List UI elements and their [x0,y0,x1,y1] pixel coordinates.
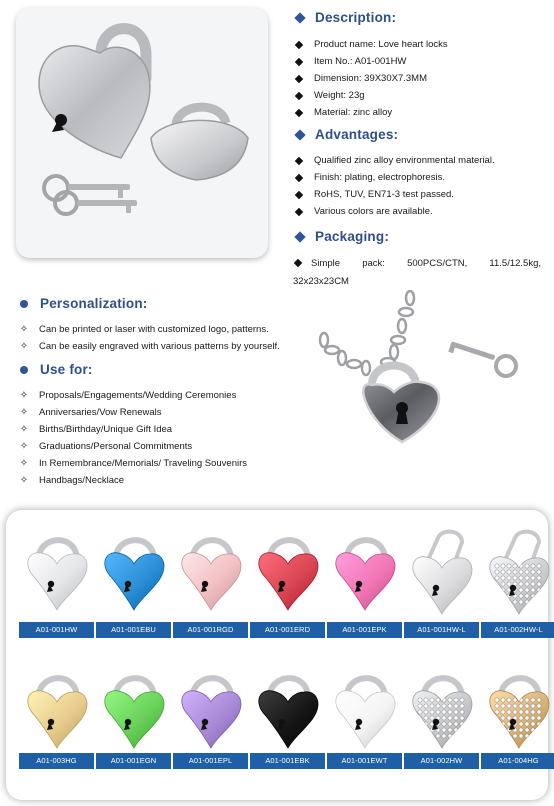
list-item: ✧ Anniversaries/Vow Renewals [19,407,162,418]
heart-lock-image [327,656,402,756]
heart-lock-image [173,656,248,756]
four-point-star-icon: ✧ [19,390,29,401]
list-item: Item No.: A01-001HW [294,53,448,70]
product-card [19,656,94,765]
description-list [294,36,448,121]
diamond-bullet-icon [295,57,303,65]
heart-lock-image [481,656,554,756]
use-for-list [18,387,247,489]
product-code-label: A01-001EGN [96,753,171,769]
product-code-label: A01-004HG [481,753,554,769]
product-code-label: A01-001RGD [173,622,248,638]
four-point-star-icon: ✧ [19,424,29,435]
heart-lock-image [404,656,479,756]
diamond-bullet-icon [295,173,303,181]
diamond-bullet-icon [294,259,302,267]
heart-lock-image [96,518,171,618]
product-code-label: A01-002HW-L [481,622,554,638]
list-item: ✧ Births/Birthday/Unique Gift Idea [19,424,173,435]
diamond-icon [294,12,305,23]
advantages-list [294,152,495,220]
heart-lock-image [250,656,325,756]
product-code-label: A01-001HW [19,622,94,638]
hero-product-photo [16,8,268,258]
product-card [250,518,325,634]
heart-lock-image [327,518,402,618]
list-item: ✧ Handbags/Necklace [19,475,125,486]
four-point-star-icon: ✧ [19,475,29,486]
four-point-star-icon: ✧ [19,324,29,335]
chain-lock-photo [302,290,538,460]
list-item: Various colors are available. [294,203,495,220]
heart-lock-image [404,518,479,618]
heart-lock-photo [16,8,268,258]
product-card [173,656,248,765]
product-card [96,656,171,765]
product-code-label: A01-001EPK [327,622,402,638]
diamond-bullet-icon [295,108,303,116]
product-code-label: A01-001HW-L [404,622,479,638]
product-card [173,518,248,634]
diamond-icon [294,231,305,242]
packaging-heading: Packaging: [294,229,389,244]
list-item: ✧ Proposals/Engagements/Wedding Ceremonies [19,390,237,401]
heart-lock-image [19,656,94,756]
heart-lock-image [19,518,94,618]
product-card [404,656,479,765]
product-card [19,518,94,634]
product-card [250,656,325,765]
use-for-heading: Use for: [20,362,93,377]
dot-icon [20,366,28,374]
four-point-star-icon: ✧ [19,441,29,452]
product-catalog [6,510,548,800]
product-code-label: A01-001EBU [96,622,171,638]
list-item: ✧ Can be easily engraved with various patterns by yourself. [19,341,280,352]
list-item: Material: zinc alloy [294,104,448,121]
product-code-label: A01-002HW [404,753,479,769]
product-code-label: A01-003HG [19,753,94,769]
personalization-heading: Personalization: [20,296,147,311]
list-item: Finish: plating, electrophoresis. [294,169,495,186]
catalog-row-1 [19,518,554,634]
list-item: Product name: Love heart locks [294,36,448,53]
diamond-bullet-icon [295,207,303,215]
product-card [327,656,402,765]
list-item: Dimension: 39X30X7.3MM [294,70,448,87]
heart-lock-image [96,656,171,756]
dot-icon [20,300,28,308]
list-item: ✧ Graduations/Personal Commitments [19,441,193,452]
four-point-star-icon: ✧ [19,458,29,469]
product-card [404,518,479,634]
key [448,341,516,376]
four-point-star-icon: ✧ [19,407,29,418]
product-card [481,518,554,634]
heart-lock-image [173,518,248,618]
product-code-label: A01-001EPL [173,753,248,769]
product-code-label: A01-001EWT [327,753,402,769]
diamond-bullet-icon [295,190,303,198]
catalog-row-2 [19,656,554,765]
list-item: ✧ Can be printed or laser with customized logo, patterns. [19,324,269,335]
four-point-star-icon: ✧ [19,341,29,352]
packaging-text: Simple pack: 500PCS/CTN, 11.5/12.5kg, 32x23x23CM [293,258,541,287]
diamond-icon [294,129,305,140]
list-item: Qualified zinc alloy environmental material. [294,152,495,169]
list-item: Weight: 23g [294,87,448,104]
diamond-bullet-icon [295,74,303,82]
list-item: RoHS, TUV, EN71-3 test passed. [294,186,495,203]
diamond-bullet-icon [295,40,303,48]
heart-lock-image [250,518,325,618]
product-code-label: A01-001EBK [250,753,325,769]
product-card [481,656,554,765]
personalization-list [18,321,280,355]
list-item: ✧ In Remembrance/Memorials/ Traveling Souvenirs [19,458,248,469]
diamond-bullet-icon [295,91,303,99]
description-heading: Description: [294,10,396,25]
diamond-bullet-icon [295,156,303,164]
product-card [96,518,171,634]
product-card [327,518,402,634]
advantages-heading: Advantages: [294,127,398,142]
heart-lock-image [481,518,554,618]
product-code-label: A01-001ERD [250,622,325,638]
